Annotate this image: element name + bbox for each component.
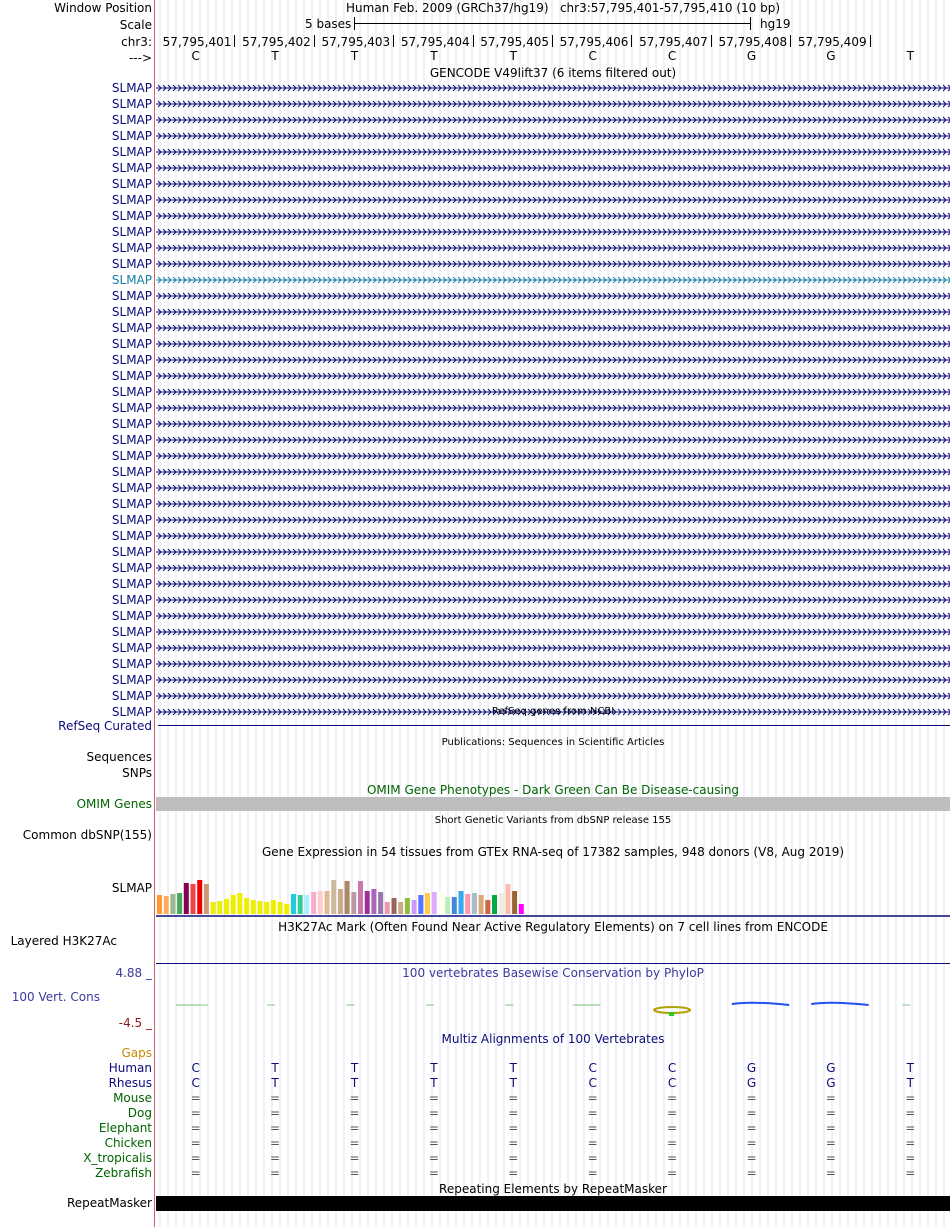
- transcript-line[interactable]: [156, 339, 950, 349]
- base-letter: G: [826, 49, 836, 63]
- transcript-line[interactable]: [156, 99, 950, 109]
- transcript-line[interactable]: [156, 483, 950, 493]
- transcript-line[interactable]: [156, 195, 950, 205]
- position-label: 57,795,404: [400, 35, 470, 49]
- transcript-label[interactable]: SLMAP: [111, 81, 152, 95]
- transcript-line[interactable]: [156, 291, 950, 301]
- strand-label: --->: [128, 51, 152, 65]
- transcript-label[interactable]: SLMAP: [111, 529, 152, 543]
- transcript-label[interactable]: SLMAP: [111, 321, 152, 335]
- transcript-line[interactable]: [156, 419, 950, 429]
- transcript-line[interactable]: [156, 163, 950, 173]
- chromosome-label: chr3:: [121, 35, 152, 49]
- transcript-line[interactable]: [156, 531, 950, 541]
- transcript-line[interactable]: [156, 323, 950, 333]
- transcript-line[interactable]: [156, 243, 950, 253]
- database-name: hg19: [760, 17, 791, 31]
- position-label: 57,795,405: [480, 35, 549, 49]
- scale-bases-text: 5 bases: [305, 17, 352, 31]
- transcript-line[interactable]: [156, 435, 950, 445]
- scale-bar: [354, 23, 751, 24]
- base-letter: T: [271, 49, 279, 63]
- transcript-label[interactable]: SLMAP: [111, 353, 152, 367]
- transcript-label[interactable]: SLMAP: [111, 465, 152, 479]
- transcript-label[interactable]: SLMAP: [111, 129, 152, 143]
- transcript-line[interactable]: [156, 355, 950, 365]
- transcript-line[interactable]: [156, 307, 950, 317]
- transcript-label[interactable]: SLMAP: [111, 161, 152, 175]
- position-label: 57,795,403: [321, 35, 391, 49]
- position-label: 57,795,402: [242, 35, 311, 49]
- transcript-label[interactable]: SLMAP: [111, 401, 152, 415]
- transcript-line[interactable]: [156, 403, 950, 413]
- position-label: 57,795,407: [639, 35, 708, 49]
- transcript-label[interactable]: SLMAP: [111, 97, 152, 111]
- transcript-line[interactable]: [156, 131, 950, 141]
- transcript-line[interactable]: [156, 499, 950, 509]
- transcript-label[interactable]: SLMAP: [111, 193, 152, 207]
- transcript-label[interactable]: SLMAP: [111, 481, 152, 495]
- base-letter: C: [667, 49, 677, 63]
- base-letter: C: [191, 49, 200, 63]
- transcript-line[interactable]: [156, 83, 950, 93]
- transcript-line[interactable]: [156, 371, 950, 381]
- transcript-line[interactable]: [156, 515, 950, 525]
- transcript-label[interactable]: SLMAP: [111, 225, 152, 239]
- transcript-label[interactable]: SLMAP: [111, 385, 152, 399]
- transcript-line[interactable]: [156, 467, 950, 477]
- scale-label: Scale: [119, 18, 152, 32]
- transcript-label[interactable]: SLMAP: [111, 417, 152, 431]
- transcript-line[interactable]: [156, 115, 950, 125]
- transcript-label[interactable]: SLMAP: [111, 209, 152, 223]
- transcript-label[interactable]: SLMAP: [111, 449, 152, 463]
- position-label: 57,795,409: [797, 35, 867, 49]
- transcript-line[interactable]: [156, 275, 950, 285]
- position-label: 57,795,408: [718, 35, 788, 49]
- base-letter: T: [906, 49, 914, 63]
- base-letter: C: [588, 49, 597, 63]
- transcript-line[interactable]: [156, 259, 950, 269]
- transcript-label[interactable]: SLMAP: [111, 337, 152, 351]
- transcript-label[interactable]: SLMAP: [111, 113, 152, 127]
- transcript-line[interactable]: [156, 147, 950, 157]
- transcript-label[interactable]: SLMAP: [111, 433, 152, 447]
- transcript-line[interactable]: [156, 179, 950, 189]
- transcript-label[interactable]: SLMAP: [111, 305, 152, 319]
- position-label: 57,795,401: [162, 35, 232, 49]
- transcript-label[interactable]: SLMAP: [111, 497, 152, 511]
- transcript-line[interactable]: [156, 547, 950, 557]
- scale-bar-left-tick: [354, 17, 355, 30]
- transcript-line[interactable]: [156, 227, 950, 237]
- transcript-line[interactable]: [156, 451, 950, 461]
- transcript-label[interactable]: SLMAP: [111, 369, 152, 383]
- transcript-label[interactable]: SLMAP: [111, 545, 152, 559]
- gencode-track-title: GENCODE V49lift37 (6 items filtered out): [429, 66, 677, 80]
- transcript-label[interactable]: SLMAP: [111, 145, 152, 159]
- assembly-position-text: Human Feb. 2009 (GRCh37/hg19) chr3:57,795,401-57,795,410 (10 bp): [346, 1, 781, 15]
- base-letter: T: [509, 49, 517, 63]
- base-letter: G: [746, 49, 757, 63]
- transcript-label[interactable]: SLMAP: [111, 273, 152, 287]
- position-label: 57,795,406: [559, 35, 629, 49]
- base-letter: T: [430, 49, 438, 63]
- transcript-line[interactable]: [156, 387, 950, 397]
- scale-bar-right-tick: [750, 17, 751, 30]
- transcript-line[interactable]: [156, 211, 950, 221]
- label-separator: [154, 0, 155, 1227]
- transcript-label[interactable]: SLMAP: [111, 241, 152, 255]
- window-position-label: Window Position: [54, 1, 152, 15]
- position-tick: [870, 35, 871, 47]
- base-letter: T: [350, 49, 359, 63]
- transcript-label[interactable]: SLMAP: [111, 513, 152, 527]
- transcript-label[interactable]: SLMAP: [111, 257, 152, 271]
- transcript-label[interactable]: SLMAP: [111, 289, 152, 303]
- transcript-label[interactable]: SLMAP: [111, 177, 152, 191]
